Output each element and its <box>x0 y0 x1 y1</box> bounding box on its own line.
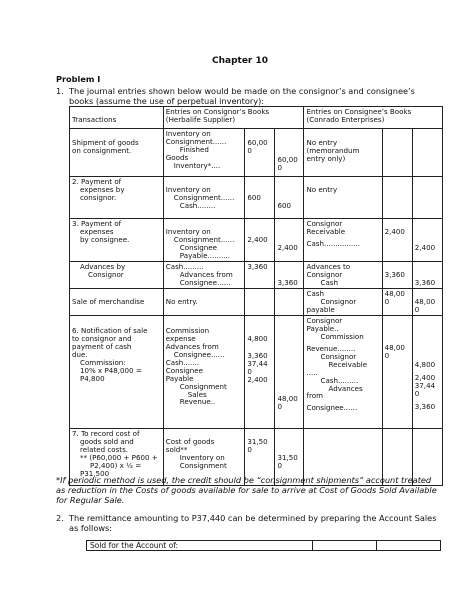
consignee-credit-cell <box>412 177 442 219</box>
account-sales-table <box>86 540 441 551</box>
page-title: Chapter 10 <box>212 56 269 66</box>
consignee-debit-cell <box>382 129 412 177</box>
consignor-credit-cell: 48,00 0 <box>275 316 304 429</box>
item-2-text: The remittance amounting to P37,440 can be determined by preparing the Account Sales as follows: <box>69 513 437 534</box>
account-sales-cell <box>313 541 377 551</box>
table-row <box>70 129 443 177</box>
consignor-credit-cell: 600 <box>275 177 304 219</box>
consignor-debit-cell: 31,50 0 <box>245 429 275 486</box>
consignor-entry-cell: Cost of goods sold** Inventory on Consignment <box>163 429 245 486</box>
consignor-debit-cell: 2,400 <box>245 219 275 262</box>
consignor-entry-cell: Inventory on Consignment...... Finished Goods Inventory*.... <box>163 129 245 177</box>
consignor-debit-cell: 4,800 3,360 37,44 0 2,400 <box>245 316 275 429</box>
item-1-text-line: books (assume the use of perpetual inventory): <box>69 96 265 107</box>
journal-entries-table <box>69 106 443 486</box>
consignor-entry-cell: Inventory on Consignment...... Cash........ <box>163 177 245 219</box>
table-row <box>70 262 443 289</box>
consignor-entry-cell: Commission expense Advances from Consignee...... Cash....... Consignee Payable Consignment Sales Revenue.. <box>163 316 245 429</box>
consignee-debit-cell: 48,00 0 <box>382 289 412 316</box>
item-1-text-line: The journal entries shown below would be made on the consignor’s and consignee’s <box>69 86 415 96</box>
transaction-cell: 3. Payment of expenses by consignee. <box>70 219 164 262</box>
consignee-entry-cell: Consignor Payable.. Commission Revenue........ Consignor Receivable ..... Cash......... Advances from Consignee...... <box>304 316 382 429</box>
consignor-credit-cell: 60,00 0 <box>275 129 304 177</box>
footnote: *If periodic method is used, the credit should be “consignment shipments” account treated as reduction in the Costs of goods available for sale to arrive at Cost of Goods Sold Available for Regular Sale. <box>56 475 437 505</box>
consignee-entry-cell: Cash Consignor payable <box>304 289 382 316</box>
consignee-debit-cell: 48,00 0 <box>382 316 412 429</box>
transaction-cell: Shipment of goods on consignment. <box>70 129 164 177</box>
consignee-entry-cell: Advances to Consignor Cash <box>304 262 382 289</box>
header-transactions: Transactions <box>70 107 164 129</box>
consignee-credit-cell: 3,360 <box>412 262 442 289</box>
consignee-debit-cell: 2,400 <box>382 219 412 262</box>
consignee-debit-cell <box>382 177 412 219</box>
consignee-entry-cell: Consignor Receivable Cash................ <box>304 219 382 262</box>
table-row <box>70 219 443 262</box>
consignor-entry-cell: No entry. <box>163 289 245 316</box>
consignee-credit-cell: 4,800 2,400 37,44 0 3,360 <box>412 316 442 429</box>
consignor-debit-cell <box>245 289 275 316</box>
consignee-entry-cell: No entry (memorandum entry only) <box>304 129 382 177</box>
consignor-credit-cell: 31,50 0 <box>275 429 304 486</box>
table-header-row <box>70 107 443 129</box>
transaction-cell: Advances by Consignor <box>70 262 164 289</box>
item-1-number: 1. <box>56 86 64 96</box>
consignor-entry-cell: Inventory on Consignment...... Consignee Payable.......... <box>163 219 245 262</box>
item-1-text <box>69 86 449 107</box>
transaction-cell: 2. Payment of expenses by consignor. <box>70 177 164 219</box>
consignor-credit-cell: 3,360 <box>275 262 304 289</box>
consignor-debit-cell: 3,360 <box>245 262 275 289</box>
consignee-credit-cell <box>412 129 442 177</box>
header-consignee-books: Entries on Consignee’s Books (Conrado Enterprises) <box>304 107 443 129</box>
consignor-credit-cell: 2,400 <box>275 219 304 262</box>
header-consignor-books: Entries on Consignor’s Books (Herbalife Supplier) <box>163 107 304 129</box>
transaction-cell: Sale of merchandise <box>70 289 164 316</box>
account-sales-cell <box>377 541 441 551</box>
consignee-debit-cell: 3,360 <box>382 262 412 289</box>
consignor-debit-cell: 600 <box>245 177 275 219</box>
consignor-debit-cell: 60,00 0 <box>245 129 275 177</box>
consignee-credit-cell: 48,00 0 <box>412 289 442 316</box>
item-2-number: 2. <box>56 513 64 523</box>
consignor-entry-cell: Cash......... Advances from Consignee...... <box>163 262 245 289</box>
table-row <box>70 177 443 219</box>
consignor-credit-cell <box>275 289 304 316</box>
transaction-cell: 7. To record cost of goods sold and related costs. ** (P60,000 + P600 + P2,400) x ½ = P31,500 <box>70 429 164 486</box>
consignee-entry-cell: No entry <box>304 177 382 219</box>
transaction-cell: 6. Notification of sale to consignor and payment of cash due. Commission: 10% x P48,000 = P4,800 <box>70 316 164 429</box>
problem-heading: Problem I <box>56 74 101 84</box>
table-row <box>70 316 443 429</box>
table-row <box>87 541 441 551</box>
account-sales-label: Sold for the Account of: <box>87 541 313 551</box>
consignee-credit-cell: 2,400 <box>412 219 442 262</box>
table-row <box>70 289 443 316</box>
